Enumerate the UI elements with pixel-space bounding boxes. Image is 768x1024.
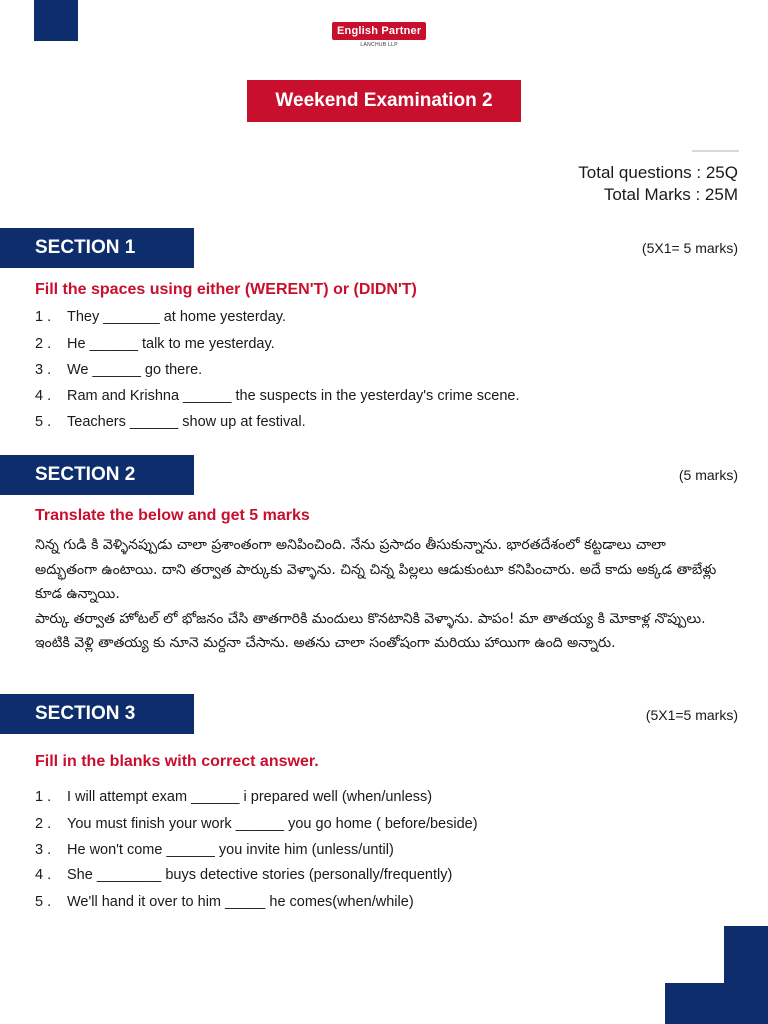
- section-3-heading: Fill in the blanks with correct answer.: [35, 753, 319, 770]
- total-marks: Total Marks : 25M: [603, 185, 738, 204]
- question-item: 4 . She ________ buys detective stories (personally/frequently): [35, 867, 453, 883]
- passage-paragraph-1: నిన్న గుడి కి వెళ్ళినప్పుడు చాలా ప్రశాంతంగా అనిపించింది. నేను ప్రసాదం తీసుకున్నాను. భారతదేశంలో కట్టడాలు చాలా అద్భుతంగా ఉంటాయి. దాని తర్వాత పార్కుకు వెళ్ళాను. చిన్న చిన్న పిల్లలు ఆడుకుంటూ కనిపించారు. అదే కాదు అక్కడ తాబేళ్లు కూడ ఉన్నాయి.: [35, 537, 717, 602]
- question-item: 1 . I will attempt exam ______ i prepared well (when/unless): [35, 789, 433, 805]
- question-item: 3 . We ______ go there.: [35, 362, 203, 378]
- passage-paragraph-2: పార్కు తర్వాత హోటల్ లో భోజనం చేసి తాతగారికి మందులు కొనటానికి వెళ్ళాను. పాపం! మా తాతయ్య కి మోకాళ్ల నొప్పులు. ఇంటికి వెళ్లి తాతయ్య కు నూనె మర్దనా చేసాను. అతను చాలా సంతోషంగా మరియు హాయిగా ఉంది అన్నారు.: [35, 610, 706, 651]
- question-item: 2 . You must finish your work ______ you go home ( before/beside): [35, 816, 478, 832]
- section-3-header: SECTION 3: [0, 694, 194, 734]
- corner-decoration-top: [34, 0, 78, 41]
- section-3-marks: (5X1=5 marks): [645, 707, 738, 723]
- question-item: 2 . He ______ talk to me yesterday.: [35, 336, 275, 352]
- question-item: 3 . He won't come ______ you invite him (unless/until): [35, 842, 394, 858]
- section-1-marks: (5X1= 5 marks): [641, 240, 738, 256]
- question-item: 1 . They _______ at home yesterday.: [35, 309, 286, 325]
- section-2-header: SECTION 2: [0, 455, 194, 495]
- divider: [692, 150, 739, 152]
- logo-subtext: LANCHUB LLP: [360, 42, 398, 48]
- question-item: 4 . Ram and Krishna ______ the suspects in the yesterday's crime scene.: [35, 388, 520, 404]
- question-item: 5 . We'll hand it over to him _____ he comes(when/while): [35, 894, 414, 910]
- page-title: Weekend Examination 2: [247, 80, 521, 122]
- translation-passage: [35, 533, 725, 656]
- section-2-marks: (5 marks): [678, 467, 738, 483]
- section-1-header: SECTION 1: [0, 228, 194, 268]
- brand-logo: [332, 22, 426, 48]
- corner-decoration-bottom-horizontal: [665, 983, 768, 1024]
- question-item: 5 . Teachers ______ show up at festival.: [35, 414, 306, 430]
- totals-block: [578, 162, 738, 206]
- section-2-heading: Translate the below and get 5 marks: [35, 507, 310, 524]
- section-1-heading: Fill the spaces using either (WEREN'T) or (DIDN'T): [35, 281, 417, 298]
- logo-brand-text: English Partner: [332, 22, 426, 40]
- total-questions: Total questions : 25Q: [578, 163, 738, 182]
